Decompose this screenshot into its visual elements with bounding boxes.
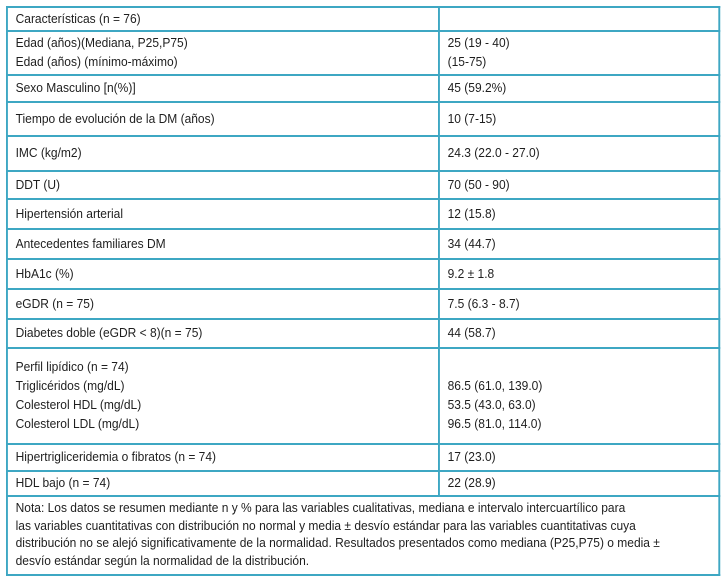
characteristics-table <box>6 6 720 576</box>
header-value <box>439 7 719 31</box>
row-label: Diabetes doble (eGDR < 8)(n = 75) <box>7 319 439 348</box>
row-label: HDL bajo (n = 74) <box>7 471 439 496</box>
row-value: 34 (44.7) <box>439 229 719 259</box>
row-value: 70 (50 - 90) <box>439 171 719 199</box>
row-value: 24.3 (22.0 - 27.0) <box>439 136 719 171</box>
table-note-row <box>7 496 719 575</box>
row-label: IMC (kg/m2) <box>7 136 439 171</box>
table-row <box>7 102 719 136</box>
row-value: 10 (7-15) <box>439 102 719 136</box>
table-row <box>7 31 719 75</box>
row-value: 25 (19 - 40) (15-75) <box>439 31 719 75</box>
table-row <box>7 171 719 199</box>
row-value: 22 (28.9) <box>439 471 719 496</box>
table-row <box>7 471 719 496</box>
row-label: Perfil lipídico (n = 74) Triglicéridos (mg/dL) Colesterol HDL (mg/dL) Colesterol LDL (mg/dL) <box>7 348 439 444</box>
row-value: 44 (58.7) <box>439 319 719 348</box>
table-row <box>7 259 719 289</box>
table-row <box>7 444 719 471</box>
row-label: HbA1c (%) <box>7 259 439 289</box>
table-row <box>7 319 719 348</box>
row-label: Hipertensión arterial <box>7 199 439 229</box>
row-value: 45 (59.2%) <box>439 75 719 102</box>
table-note: Nota: Los datos se resumen mediante n y % para las variables cualitativas, mediana e intervalo intercuartílico para las variables cuantitativas con distribución no normal y media ± desvío estándar para las variables cuantitativas cuya distribución no se alejó significativamente de la normalidad. Resultados presentados como mediana (P25,P75) o media ± desvío estándar según la normalidad de la distribución. <box>7 496 719 575</box>
table-container <box>6 6 718 576</box>
header-label: Características (n = 76) <box>7 7 439 31</box>
row-label: DDT (U) <box>7 171 439 199</box>
row-value: 7.5 (6.3 - 8.7) <box>439 289 719 319</box>
row-value: 17 (23.0) <box>439 444 719 471</box>
row-value: 86.5 (61.0, 139.0) 53.5 (43.0, 63.0) 96.5 (81.0, 114.0) <box>439 348 719 444</box>
row-label: Edad (años)(Mediana, P25,P75) Edad (años) (mínimo-máximo) <box>7 31 439 75</box>
table-row <box>7 136 719 171</box>
table-header-row <box>7 7 719 31</box>
table-row <box>7 229 719 259</box>
row-value: 9.2 ± 1.8 <box>439 259 719 289</box>
row-label: Hipertrigliceridemia o fibratos (n = 74) <box>7 444 439 471</box>
row-value: 12 (15.8) <box>439 199 719 229</box>
table-row <box>7 289 719 319</box>
row-label: Tiempo de evolución de la DM (años) <box>7 102 439 136</box>
row-label: Sexo Masculino [n(%)] <box>7 75 439 102</box>
table-row <box>7 75 719 102</box>
table-row <box>7 348 719 444</box>
row-label: Antecedentes familiares DM <box>7 229 439 259</box>
row-label: eGDR (n = 75) <box>7 289 439 319</box>
table-row <box>7 199 719 229</box>
